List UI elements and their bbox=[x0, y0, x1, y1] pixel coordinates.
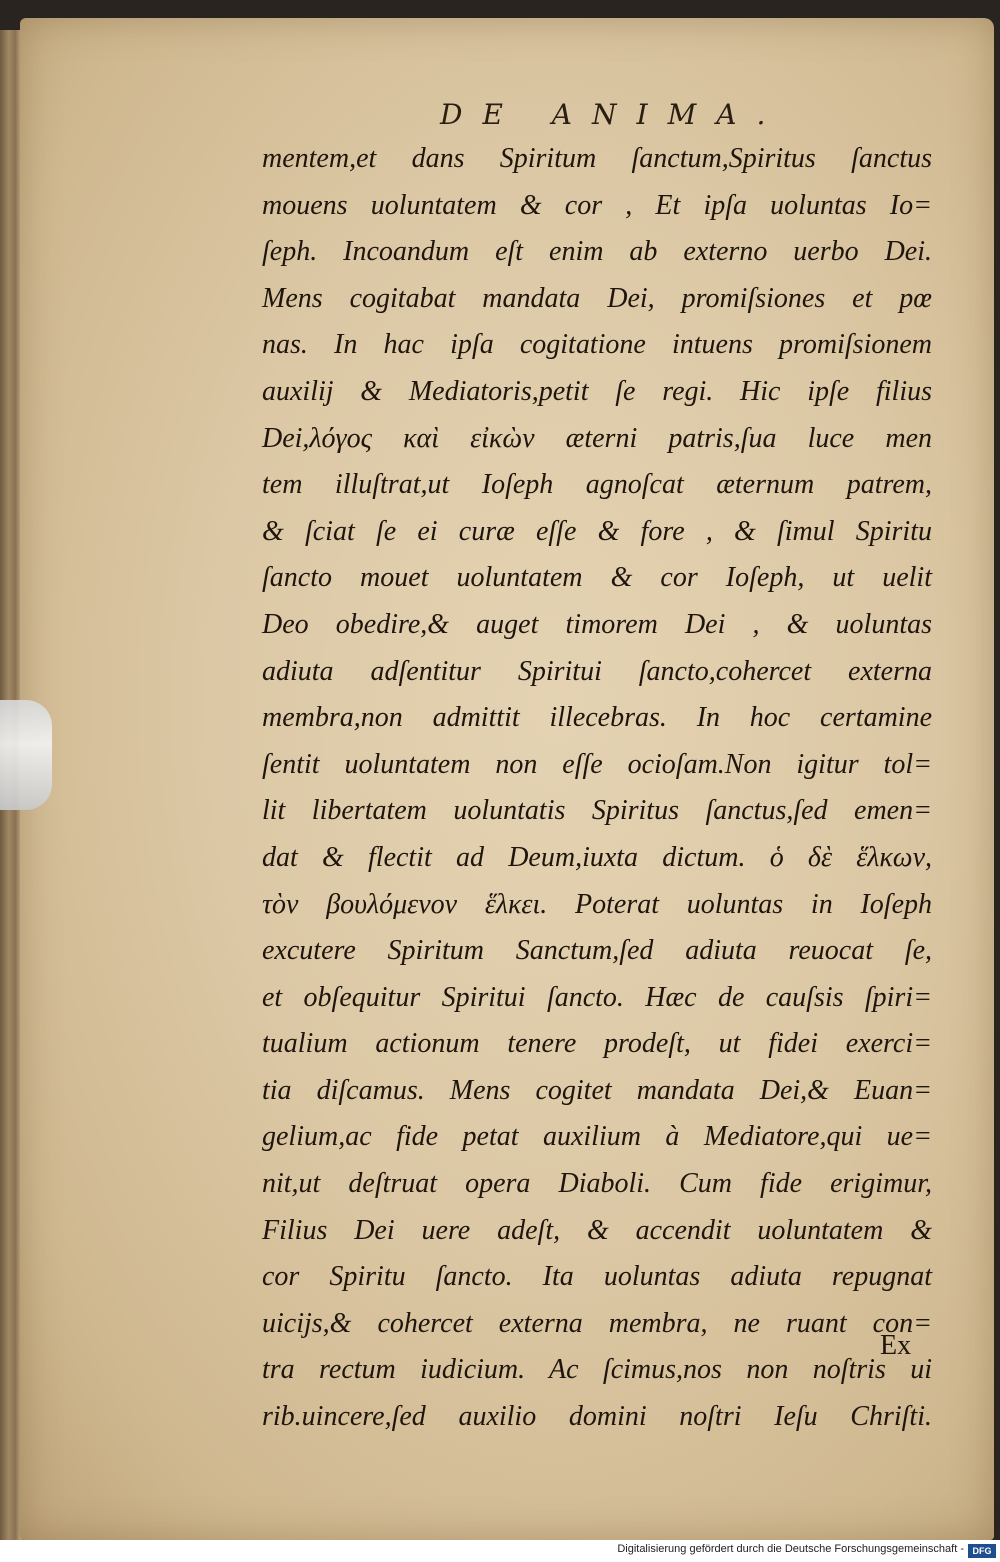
text-line: excutere Spiritum Sanctum,ſed adiuta reuocat ſe, bbox=[262, 935, 932, 967]
text-line: Deo obedire,& auget timorem Dei , & uoluntas bbox=[262, 608, 932, 640]
text-line: mouens uoluntatem & cor , Et ipſa uoluntas Io= bbox=[262, 189, 932, 221]
footer-credit: Digitalisierung gefördert durch die Deutsche Forschungsgemeinschaft - bbox=[617, 1543, 964, 1555]
text-line: Dei,λόγος καὶ εἰκὼν æterni patris,ſua luce men bbox=[262, 422, 932, 454]
text-line: gelium,ac fide petat auxilium à Mediatore,qui ue= bbox=[262, 1121, 932, 1153]
text-line: Mens cogitabat mandata Dei, promiſsiones et pœ bbox=[262, 282, 932, 314]
page-clip bbox=[0, 700, 52, 810]
text-line: tra rectum iudicium. Ac ſcimus,nos non noſtris ui bbox=[262, 1354, 932, 1386]
text-line: cor Spiritu ſancto. Ita uoluntas adiuta repugnat bbox=[262, 1261, 932, 1293]
text-line: membra,non admittit illecebras. In hoc certamine bbox=[262, 702, 932, 734]
catchword: Ex bbox=[880, 1330, 912, 1361]
text-line: ſentit uoluntatem non eſſe ocioſam.Non igitur tol= bbox=[262, 748, 932, 780]
text-line: nas. In hac ipſa cogitatione intuens promiſsionem bbox=[262, 329, 932, 361]
text-line: auxilij & Mediatoris,petit ſe regi. Hic ipſe filius bbox=[262, 375, 932, 407]
running-title: DE ANIMA. bbox=[440, 98, 786, 131]
text-line: tualium actionum tenere prodeſt, ut fidei exerci= bbox=[262, 1028, 932, 1060]
text-line: et obſequitur Spiritui ſancto. Hæc de cauſsis ſpiri= bbox=[262, 981, 932, 1013]
text-line: nit,ut deſtruat opera Diaboli. Cum fide erigimur, bbox=[262, 1168, 932, 1200]
text-line: τὸν βουλόμενον ἕλκει. Poterat uoluntas in Ioſeph bbox=[262, 888, 932, 920]
text-line: ſeph. Incoandum eſt enim ab externo uerbo Dei. bbox=[262, 236, 932, 268]
body-text bbox=[262, 136, 932, 1441]
text-line: tem illuſtrat,ut Ioſeph agnoſcat æternum patrem, bbox=[262, 469, 932, 501]
text-line: rib.uincere,ſed auxilio domini noſtri Ieſu Chriſti. bbox=[262, 1401, 932, 1433]
text-line: mentem,et dans Spiritum ſanctum,Spiritus ſanctus bbox=[262, 143, 932, 174]
dfg-logo-icon: DFG bbox=[968, 1544, 996, 1558]
text-line: adiuta adſentitur Spiritui ſancto,cohercet externa bbox=[262, 655, 932, 687]
text-line: uicijs,& cohercet externa membra, ne ruant con= bbox=[262, 1307, 932, 1339]
text-line: tia diſcamus. Mens cogitet mandata Dei,& Euan= bbox=[262, 1074, 932, 1106]
text-line: lit libertatem uoluntatis Spiritus ſanctus,ſed emen= bbox=[262, 795, 932, 827]
text-line: ſancto mouet uoluntatem & cor Ioſeph, ut uelit bbox=[262, 562, 932, 594]
digitization-footer bbox=[0, 1540, 1000, 1562]
text-line: dat & flectit ad Deum,iuxta dictum. ὁ δὲ ἕλκων, bbox=[262, 841, 932, 873]
text-line: Filius Dei uere adeſt, & accendit uoluntatem & bbox=[262, 1214, 932, 1246]
text-line: & ſciat ſe ei curæ eſſe & fore , & ſimul Spiritu bbox=[262, 515, 932, 547]
